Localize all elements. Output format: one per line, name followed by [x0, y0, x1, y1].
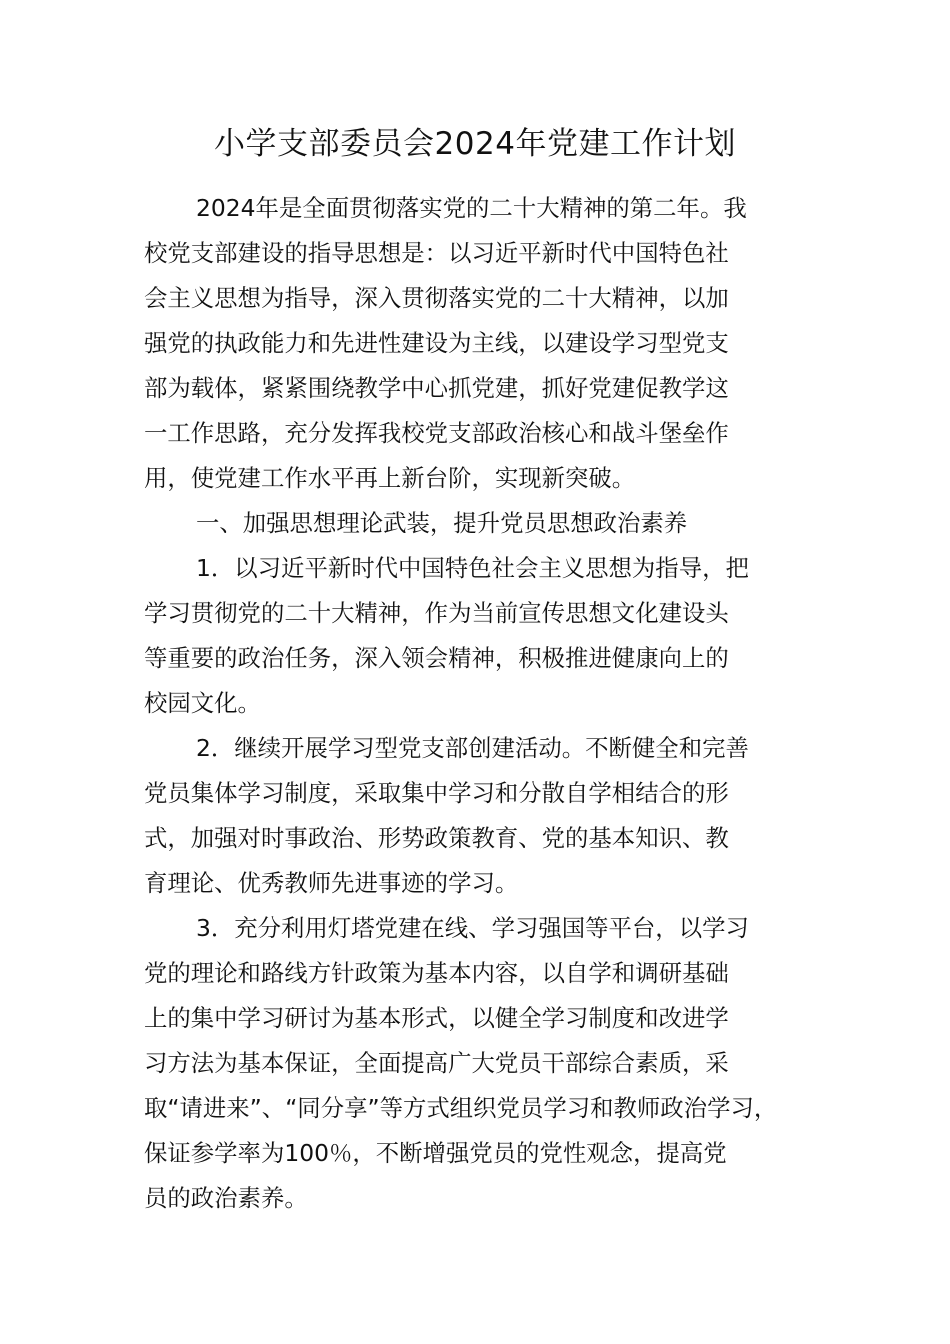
paragraph-line: 3．充分利用灯塔党建在线、学习强国等平台，以学习	[196, 914, 749, 942]
paragraph-line: 校党支部建设的指导思想是：以习近平新时代中国特色社	[144, 239, 729, 267]
paragraph-line: 会主义思想为指导，深入贯彻落实党的二十大精神，以加	[144, 284, 729, 312]
list-item-2	[144, 726, 816, 906]
paragraph-line: 一工作思路，充分发挥我校党支部政治核心和战斗堡垒作	[144, 419, 729, 447]
paragraph-line: 保证参学率为100％，不断增强党员的党性观念，提高党	[144, 1139, 727, 1167]
paragraph-line: 党的理论和路线方针政策为基本内容，以自学和调研基础	[144, 959, 729, 987]
section-heading-text: 一、加强思想理论武装，提升党员思想政治素养	[196, 509, 688, 537]
paragraph-line: 强党的执政能力和先进性建设为主线，以建设学习型党支	[144, 329, 729, 357]
list-item-3	[144, 906, 816, 1221]
paragraph-line: 党员集体学习制度，采取集中学习和分散自学相结合的形	[144, 779, 729, 807]
intro-paragraph	[144, 186, 816, 501]
paragraph-line: 用，使党建工作水平再上新台阶，实现新突破。	[144, 464, 636, 492]
paragraph-line: 员的政治素养。	[144, 1184, 308, 1212]
paragraph-line: 部为载体，紧紧围绕教学中心抓党建，抓好党建促教学这	[144, 374, 729, 402]
paragraph-line: 校园文化。	[144, 689, 261, 717]
paragraph-line: 取“请进来”、“同分享”等方式组织党员学习和教师政治学习，	[144, 1094, 778, 1122]
paragraph-line: 习方法为基本保证，全面提高广大党员干部综合素质，采	[144, 1049, 729, 1077]
document-body	[144, 186, 816, 1221]
paragraph-line: 1．以习近平新时代中国特色社会主义思想为指导，把	[196, 554, 749, 582]
section-heading	[144, 501, 816, 546]
paragraph-line: 2．继续开展学习型党支部创建活动。不断健全和完善	[196, 734, 749, 762]
paragraph-line: 2024年是全面贯彻落实党的二十大精神的第二年。我	[196, 194, 747, 222]
list-item-1	[144, 546, 816, 726]
paragraph-line: 学习贯彻党的二十大精神，作为当前宣传思想文化建设头	[144, 599, 729, 627]
document-title: 小学支部委员会2024年党建工作计划	[214, 126, 736, 162]
paragraph-line: 等重要的政治任务，深入领会精神，积极推进健康向上的	[144, 644, 729, 672]
paragraph-line: 式，加强对时事政治、形势政策教育、党的基本知识、教	[144, 824, 729, 852]
paragraph-line: 上的集中学习研讨为基本形式，以健全学习制度和改进学	[144, 1004, 729, 1032]
paragraph-line: 育理论、优秀教师先进事迹的学习。	[144, 869, 519, 897]
